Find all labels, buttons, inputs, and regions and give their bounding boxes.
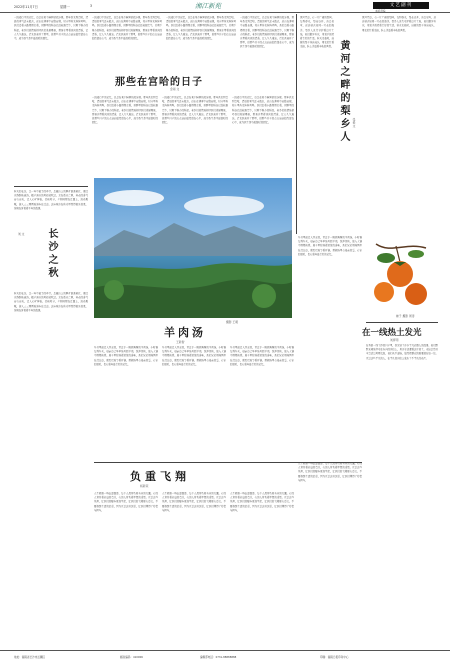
article-author: 杨新荣 [140, 484, 149, 488]
header-page-num: 3 [90, 4, 93, 8]
masthead-logo: 湘江新苑 [195, 2, 221, 10]
article-body: 黄河岸边，有一片广阔的梨园。每到春天，梨花盛开，洁白如雪，远远望去如同一片花的海洋。梨乡人世代守护着这片土地，他们勤劳朴实，用双手创造着美好的生活。秋天来临时，满树的梨子挂满枝头，果农们忙着采摘，脸上洋溢着丰收的喜悦。 [300, 16, 334, 49]
section-divider [14, 186, 88, 187]
article-author: 王新智 [176, 340, 185, 344]
photo-caption: 摄影 王朝 [226, 320, 239, 324]
article-author: 刘育明 [390, 338, 399, 342]
article-title: 羊肉汤 [164, 326, 206, 339]
article-title: 在一线热土发光 [362, 328, 422, 338]
article-body: 一段旅行中的记忆，总是在某个瞬间悄然浮现。那年我来到宫哈，清晨的雾气还未散去，远山在薄雾中若隐若现，村庄里传来阵阵鸡鸣。我们沿着小路慢慢走着，田野里的稻谷已经收割完毕，只剩下整齐的稻茬。老乡们热情地招呼我们进屋喝茶，那茶水带着淡淡的清香，让人久久难忘。后来我离开了那里，但那些日子的点点滴滴始终留在心中，成为我生命中最温暖的回忆。 [232, 96, 294, 125]
article-body: 秋天的长沙，是一年中最美的季节。岳麓山上的枫叶渐渐染红，湘江水静静地流淌，橘子洲头的风轻轻吹过。走在街巷之间，桂花的香气若有若无，让人心旷神怡。傍晚时分，夕阳映照在江面上，波光粼粼，游人三三两两地漫步在江边。这座城市在秋天里显得格外温柔，仿佛在诉说着千年的故事。 [14, 190, 88, 210]
article-body: 一段旅行中的记忆，总是在某个瞬间悄然浮现。那年我来到宫哈，清晨的雾气还未散去，远山在薄雾中若隐若现，村庄里传来阵阵鸡鸣。我们沿着小路慢慢走着，田野里的稻谷已经收割完毕，只剩下整齐的稻茬。老乡们热情地招呼我们进屋喝茶，那茶水带着淡淡的清香，让人久久难忘。后来我离开了那里，但那些日子的点点滴滴始终留在心中，成为我生命中最温暖的回忆。 [166, 16, 236, 41]
footer-phone: 编辑部电话：0731-88888888 [200, 656, 237, 659]
article-body: 冬日里最让人怀念的，莫过于一碗热腾腾的羊肉汤。小时候每到冬天，母亲总会早早地买回羊肉，洗净切块，放入大锅中慢慢炖煮。屋子里弥漫着浓浓的香味，我们兄弟姐妹围坐在灶台边，眼巴巴地等着开锅。那碗汤里有母亲的爱，有家的温暖，也有童年最美好的记忆。 [230, 346, 294, 366]
article-body: 冬日里最让人怀念的，莫过于一碗热腾腾的羊肉汤。小时候每到冬天，母亲总会早早地买回羊肉，洗净切块，放入大锅中慢慢炖煮。屋子里弥漫着浓浓的香味，我们兄弟姐妹围坐在灶台边，眼巴巴地等着开锅。那碗汤里有母亲的爱，有家的温暖，也有童年最美好的记忆。 [162, 346, 226, 366]
article-title: 黄河之畔的梨乡人 [338, 40, 349, 144]
article-body: 一段旅行中的记忆，总是在某个瞬间悄然浮现。那年我来到宫哈，清晨的雾气还未散去，远山在薄雾中若隐若现，村庄里传来阵阵鸡鸣。我们沿着小路慢慢走着，田野里的稻谷已经收割完毕，只剩下整齐的稻茬。老乡们热情地招呼我们进屋喝茶，那茶水带着淡淡的清香，让人久久难忘。后来我离开了那里，但那些日子的点点滴滴始终留在心中，成为我生命中最温暖的回忆。 [14, 16, 88, 41]
section-tagline: 本版责编 [375, 10, 386, 13]
column-divider [296, 14, 297, 234]
article-body: 人生就像一场长途跋涉，每个人都背负着各自的行囊。有的人背负着家庭的责任，有的人背负着梦想的重量。正是这些负担，让我们的脚步更加坚定，让我们的飞翔更有意义。不要抱怨生活的沉重，因为正是这份沉重，让我们懂得了珍惜与担当。 [162, 492, 226, 512]
photo-caption: 柿子 摄影 周涛 [396, 314, 415, 318]
article-body: 人生就像一场长途跋涉，每个人都背负着各自的行囊。有的人背负着家庭的责任，有的人背负着梦想的重量。正是这些负担，让我们的脚步更加坚定，让我们的飞翔更有意义。不要抱怨生活的沉重，因为正是这份沉重，让我们懂得了珍惜与担当。 [230, 492, 294, 512]
persimmon-illustration [366, 234, 436, 314]
section-label: 文艺副刊 [373, 2, 429, 9]
article-body: 在基层一线工作的日子里，我见证了许多平凡而感人的故事。他们默默无闻地坚守在各自的岗位上，用汗水浇灌着这片热土。无论是烈日当空还是风雨交加，他们从不退缩，始终把群众的需要放在第一位。正是这些平凡的人，在平凡的岗位上发出了不平凡的光芒。 [366, 344, 438, 360]
page-footer [0, 650, 450, 665]
article-body: 人生就像一场长途跋涉，每个人都背负着各自的行囊。有的人背负着家庭的责任，有的人背负着梦想的重量。正是这些负担，让我们的脚步更加坚定，让我们的飞翔更有意义。不要抱怨生活的沉重，因为正是这份沉重，让我们懂得了珍惜与担当。 [94, 492, 158, 512]
header-weekday: 星期一 [60, 5, 70, 9]
article-body: 冬日里最让人怀念的，莫过于一碗热腾腾的羊肉汤。小时候每到冬天，母亲总会早早地买回羊肉，洗净切块，放入大锅中慢慢炖煮。屋子里弥漫着浓浓的香味，我们兄弟姐妹围坐在灶台边，眼巴巴地等着开锅。那碗汤里有母亲的爱，有家的温暖，也有童年最美好的记忆。 [94, 346, 158, 366]
article-body: 一段旅行中的记忆，总是在某个瞬间悄然浮现。那年我来到宫哈，清晨的雾气还未散去，远山在薄雾中若隐若现，村庄里传来阵阵鸡鸣。我们沿着小路慢慢走着，田野里的稻谷已经收割完毕，只剩下整齐的稻茬。老乡们热情地招呼我们进屋喝茶，那茶水带着淡淡的清香，让人久久难忘。后来我离开了那里，但那些日子的点点滴滴始终留在心中，成为我生命中最温暖的回忆。 [162, 96, 228, 125]
footer-postcode: 邮政编码：410006 [120, 656, 143, 659]
footer-address: 地址：湖南省长沙市岳麓区 [14, 656, 46, 659]
article-body: 秋天的长沙，是一年中最美的季节。岳麓山上的枫叶渐渐染红，湘江水静静地流淌，橘子洲头的风轻轻吹过。走在街巷之间，桂花的香气若有若无，让人心旷神怡。傍晚时分，夕阳映照在江面上，波光粼粼，游人三三两两地漫步在江边。这座城市在秋天里显得格外温柔，仿佛在诉说着千年的故事。 [14, 292, 88, 312]
article-body: 一段旅行中的记忆，总是在某个瞬间悄然浮现。那年我来到宫哈，清晨的雾气还未散去，远山在薄雾中若隐若现，村庄里传来阵阵鸡鸣。我们沿着小路慢慢走着，田野里的稻谷已经收割完毕，只剩下整齐的稻茬。老乡们热情地招呼我们进屋喝茶，那茶水带着淡淡的清香，让人久久难忘。后来我离开了那里，但那些日子的点点滴滴始终留在心中，成为我生命中最温暖的回忆。 [240, 16, 294, 49]
footer-printer: 印刷：湖南日报印务中心 [320, 656, 349, 659]
article-title: 负重飞翔 [130, 470, 190, 483]
article-body: 黄河岸边，有一片广阔的梨园。每到春天，梨花盛开，洁白如雪，远远望去如同一片花的海洋。梨乡人世代守护着这片土地，他们勤劳朴实，用双手创造着美好的生活。秋天来临时，满树的梨子挂满枝头，果农们忙着采摘，脸上洋溢着丰收的喜悦。 [362, 16, 436, 32]
article-author: 刘 文 [18, 232, 25, 236]
landscape-photo [94, 178, 292, 318]
header-date: 2022年11月7日 [14, 5, 38, 9]
article-author: 金雨 文 [170, 87, 180, 91]
article-title: 长沙之秋 [46, 228, 57, 280]
article-body: 一段旅行中的记忆，总是在某个瞬间悄然浮现。那年我来到宫哈，清晨的雾气还未散去，远山在薄雾中若隐若现，村庄里传来阵阵鸡鸣。我们沿着小路慢慢走着，田野里的稻谷已经收割完毕，只剩下整齐的稻茬。老乡们热情地招呼我们进屋喝茶，那茶水带着淡淡的清香，让人久久难忘。后来我离开了那里，但那些日子的点点滴滴始终留在心中，成为我生命中最温暖的回忆。 [92, 16, 162, 41]
article-title: 那些在宫哈的日子 [115, 77, 203, 88]
article-body: 人生就像一场长途跋涉，每个人都背负着各自的行囊。有的人背负着家庭的责任，有的人背负着梦想的重量。正是这些负担，让我们的脚步更加坚定，让我们的飞翔更有意义。不要抱怨生活的沉重，因为正是这份沉重，让我们懂得了珍惜与担当。 [298, 462, 362, 482]
article-body: 冬日里最让人怀念的，莫过于一碗热腾腾的羊肉汤。小时候每到冬天，母亲总会早早地买回羊肉，洗净切块，放入大锅中慢慢炖煮。屋子里弥漫着浓浓的香味，我们兄弟姐妹围坐在灶台边，眼巴巴地等着开锅。那碗汤里有母亲的爱，有家的温暖，也有童年最美好的记忆。 [298, 236, 362, 256]
article-body: 一段旅行中的记忆，总是在某个瞬间悄然浮现。那年我来到宫哈，清晨的雾气还未散去，远山在薄雾中若隐若现，村庄里传来阵阵鸡鸣。我们沿着小路慢慢走着，田野里的稻谷已经收割完毕，只剩下整齐的稻茬。老乡们热情地招呼我们进屋喝茶，那茶水带着淡淡的清香，让人久久难忘。后来我离开了那里，但那些日子的点点滴滴始终留在心中，成为我生命中最温暖的回忆。 [92, 96, 158, 125]
article-author: 张毅 文 [352, 118, 356, 128]
section-divider [366, 322, 438, 323]
